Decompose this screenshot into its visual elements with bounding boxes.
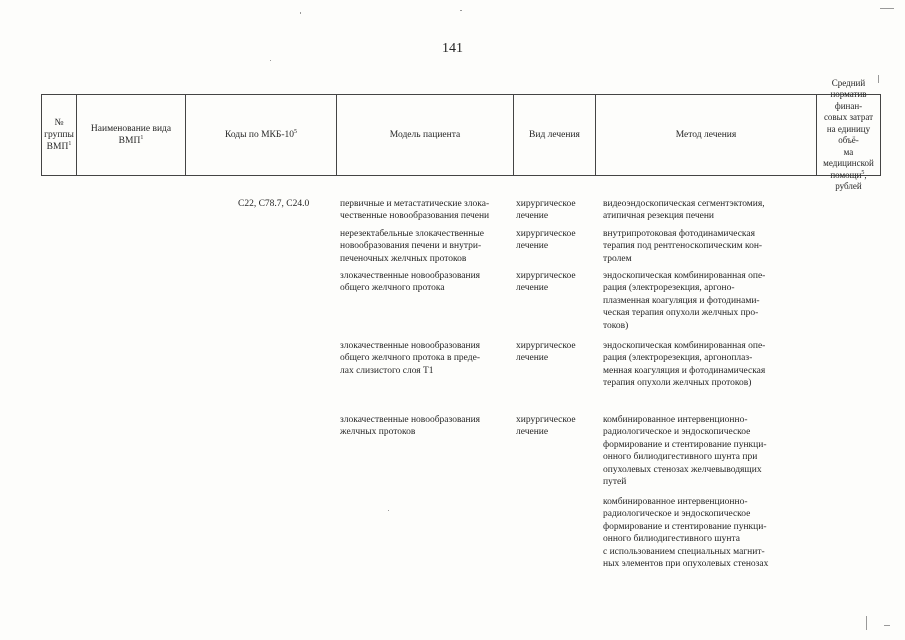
scan-speck — [878, 75, 879, 83]
header-treatment-method: Метод лечения — [596, 95, 817, 175]
row-4-method: эндоскопическая комбинированная опе- рация (электрорезекция, аргоноплаз- менная коагуляция и фотодинамическая терапия опухоли желчных протоков) — [603, 341, 766, 389]
row-1-treatment-type: хирургическое лечение — [516, 199, 576, 222]
scan-speck — [300, 12, 301, 14]
row-3-method: эндоскопическая комбинированная опе- рация (электрорезекция, аргоно- плазменная коагуляция и фотодинами- ческая терапия опухоли желчных про- токов) — [603, 271, 766, 331]
page-number: 141 — [442, 41, 463, 56]
scan-speck — [880, 8, 894, 9]
header-group-no: № группы ВМП$^1$ — [42, 95, 77, 175]
scan-speck — [866, 616, 867, 630]
scan-speck — [460, 10, 462, 11]
row-5-treatment-type: хирургическое лечение — [516, 415, 576, 438]
header-patient-model: Модель пациента — [337, 95, 514, 175]
header-icd-codes: Коды по МКБ-$10^5$ — [186, 95, 337, 175]
header-treatment-type: Вид лечения — [514, 95, 596, 175]
header-avg-cost: Средний норматив финан- совых затрат на единицу объё- ма медицинской помощи$^5$, рублей — [823, 77, 874, 191]
row-2-model: нерезектабельные злокачественные новообразования печени и внутри- печеночных желчных протоков — [340, 229, 484, 264]
icd-codes: C22, C78.7, C24.0 — [238, 199, 310, 209]
table-header — [41, 77, 881, 191]
scan-speck — [270, 60, 271, 61]
row-1-model: первичные и метастатические злока- чественные новообразования печени — [340, 199, 490, 222]
row-3-model: злокачественные новообразования общего желчного протока — [340, 271, 481, 294]
scan-speck — [388, 510, 389, 511]
row-3-treatment-type: хирургическое лечение — [516, 271, 576, 294]
row-1-method: видеоэндоскопическая сегментэктомия, атипичная резекция печени — [603, 199, 765, 222]
row-5-method: комбинированное интервенционно- радиологическое и эндоскопическое формирование и стентирование пункци- онного билиодигестивного шунта при опухолевых стенозах желчевыводящих путей — [603, 415, 767, 488]
scan-speck — [884, 625, 890, 626]
row-2-treatment-type: хирургическое лечение — [516, 229, 576, 252]
row-6-method: комбинированное интервенционно- радиологическое и эндоскопическое формирование и стентирование пункци- онного билиодигестивного шунта с использованием специальных магнит- ных элементов при опухолевых стенозах — [603, 497, 769, 570]
header-vmp-name: Наименование вида ВМП$^1$ — [77, 95, 186, 175]
row-4-treatment-type: хирургическое лечение — [516, 341, 576, 364]
row-2-method: внутрипротоковая фотодинамическая терапия под рентгеноскопическим кон- тролем — [603, 229, 763, 264]
row-4-model: злокачественные новообразования общего желчного протока в преде- лах слизистого слоя T1 — [340, 341, 481, 376]
row-5-model: злокачественные новообразования желчных протоков — [340, 415, 481, 438]
